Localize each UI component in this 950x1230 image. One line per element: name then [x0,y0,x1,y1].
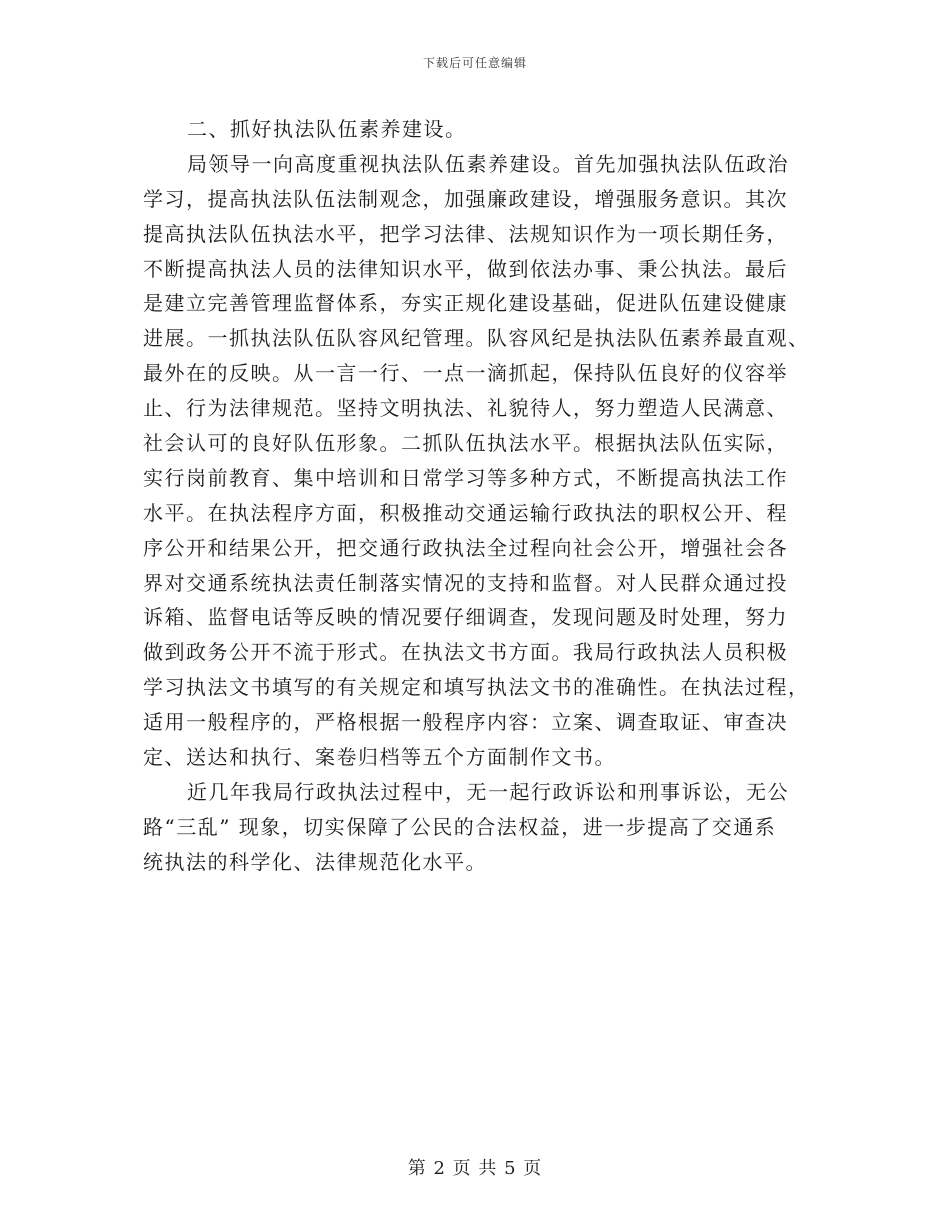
paragraph-line: 社会认可的良好队伍形象。二抓队伍执法水平。根据执法队伍实际， [143,431,788,456]
paragraph-line: 不断提高执法人员的法律知识水平，做到依法办事、秉公执法。最后 [143,256,788,281]
paragraph-line: 最外在的反映。从一言一行、一点一滴抓起，保持队伍良好的仪容举 [143,361,788,386]
paragraph-line: 适用一般程序的，严格根据一般程序内容：立案、调查取证、审查决 [143,710,788,735]
paragraph-line: 统执法的科学化、法律规范化水平。 [143,849,487,874]
page-number: 第 2 页 共 5 页 [407,1158,543,1179]
paragraph-line: 实行岗前教育、集中培训和日常学习等多种方式，不断提高执法工作 [143,465,788,490]
document-body [143,112,815,880]
paragraph-line: 学习，提高执法队伍法制观念，加强廉政建设，增强服务意识。其次 [143,186,788,211]
paragraph-line: 进展。一抓执法队伍队容风纪管理。队容风纪是执法队伍素养最直观、 [143,326,810,351]
paragraph-line: 局领导一向高度重视执法队伍素养建设。首先加强执法队伍政治 [187,151,789,176]
paragraph-line: 做到政务公开不流于形式。在执法文书方面。我局行政执法人员积极 [143,640,788,665]
paragraph-line: 近几年我局行政执法过程中，无一起行政诉讼和刑事诉讼，无公 [187,779,789,804]
paragraph-line: 定、送达和执行、案卷归档等五个方面制作文书。 [143,745,616,770]
paragraph-line: 序公开和结果公开，把交通行政执法全过程向社会公开，增强社会各 [143,535,788,560]
paragraph-line: 诉箱、监督电话等反映的情况要仔细调查，发现问题及时处理，努力 [143,605,788,630]
paragraph-line: 提高执法队伍执法水平，把学习法律、法规知识作为一项长期任务， [143,221,788,246]
paragraph-line: 止、行为法律规范。坚持文明执法、礼貌待人，努力塑造人民满意、 [143,396,788,421]
paragraph-line: 界对交通系统执法责任制落实情况的支持和监督。对人民群众通过投 [143,570,788,595]
paragraph-line: 学习执法文书填写的有关规定和填写执法文书的准确性。在执法过程， [143,675,810,700]
paragraph-line: 是建立完善管理监督体系，夯实正规化建设基础，促进队伍建设健康 [143,291,788,316]
paragraph-line: 水平。在执法程序方面，积极推动交通运输行政执法的职权公开、程 [143,500,788,525]
paragraph-line: 路“三乱” 现象，切实保障了公民的合法权益，进一步提高了交通系 [143,814,777,839]
section-heading: 二、抓好执法队伍素养建设。 [187,117,467,141]
page-header: 下载后可任意编辑 [422,56,527,70]
